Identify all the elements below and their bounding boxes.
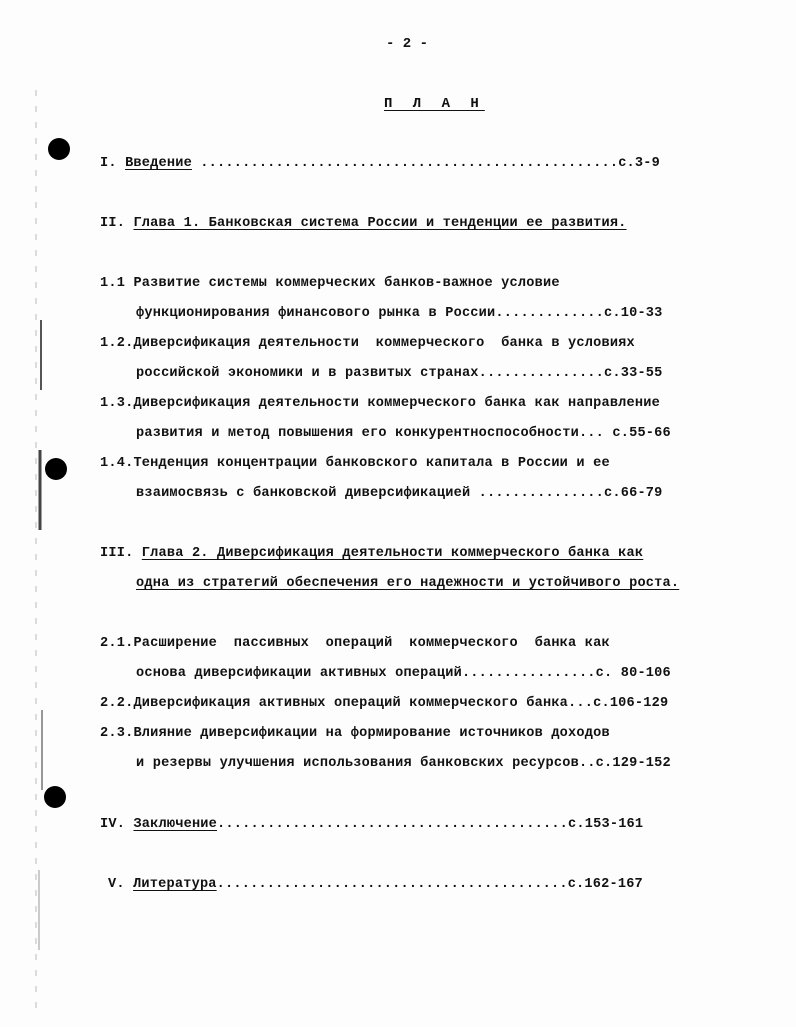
entry-number: 1.4. bbox=[100, 456, 134, 471]
toc-entry-intro bbox=[100, 156, 660, 172]
toc-entry-2-1-line1 bbox=[100, 636, 610, 652]
entry-number: 2.3. bbox=[100, 726, 134, 741]
entry-title: Литература bbox=[133, 877, 217, 892]
punch-hole-middle bbox=[45, 458, 67, 480]
entry-dots: .................................................. bbox=[191, 156, 619, 171]
toc-entry-1-2-line1 bbox=[100, 336, 635, 352]
punch-hole-bottom bbox=[44, 786, 66, 808]
entry-text: Диверсификация активных операций коммерческого банка...с.106-129 bbox=[133, 696, 669, 711]
toc-entry-2-1-line2: основа диверсификации активных операций................с. 80-106 bbox=[136, 666, 671, 681]
entry-text: Влияние диверсификации на формирование источников доходов bbox=[133, 726, 610, 741]
entry-text: Диверсификация деятельности коммерческого банка как направление bbox=[133, 396, 660, 411]
entry-number: 2.1. bbox=[100, 636, 134, 651]
punch-hole-top bbox=[48, 138, 70, 160]
entry-number: 1.1 bbox=[100, 276, 126, 291]
toc-entry-1-4-line1 bbox=[100, 456, 610, 472]
entry-text: Расширение пассивных операций коммерческого банка как bbox=[133, 636, 610, 651]
entry-text: Тенденция концентрации банковского капитала в России и ее bbox=[133, 456, 610, 471]
entry-dots: .......................................... bbox=[216, 877, 568, 892]
toc-entry-1-3-line2: развития и метод повышения его конкурентноспособности... с.55-66 bbox=[136, 426, 671, 441]
entry-title: Заключение bbox=[133, 817, 218, 832]
entry-title: Введение bbox=[125, 156, 192, 171]
entry-title: Глава 1. Банковская система России и тенденции ее развития. bbox=[133, 216, 627, 231]
entry-text: Диверсификация деятельности коммерческого банка в условиях bbox=[133, 336, 635, 351]
entry-dots: .......................................... bbox=[217, 817, 569, 832]
entry-number: 1.3. bbox=[100, 396, 134, 411]
toc-entry-chapter-2-line2: одна из стратегий обеспечения его надежности и устойчивого роста. bbox=[136, 576, 680, 591]
entry-pages: с.3-9 bbox=[618, 156, 660, 171]
toc-entry-1-1-line2: функционирования финансового рынка в России.............с.10-33 bbox=[136, 306, 663, 321]
toc-entry-1-1-line1 bbox=[100, 276, 560, 292]
page-number: - 2 - bbox=[386, 36, 429, 52]
entry-number: IV. bbox=[100, 817, 126, 832]
toc-entry-literature bbox=[108, 877, 643, 893]
entry-number: 1.2. bbox=[100, 336, 134, 351]
toc-entry-1-4-line2: взаимосвязь с банковской диверсификацией ...............с.66-79 bbox=[136, 486, 663, 501]
entry-pages: с.162-167 bbox=[567, 877, 643, 892]
toc-entry-chapter-1 bbox=[100, 216, 627, 232]
entry-pages: с.153-161 bbox=[568, 817, 644, 832]
entry-number: V. bbox=[108, 877, 125, 892]
plan-title: П Л А Н bbox=[384, 96, 485, 112]
toc-entry-1-3-line1 bbox=[100, 396, 660, 412]
entry-text: Развитие системы коммерческих банков-важное условие bbox=[133, 276, 560, 291]
entry-number: 2.2. bbox=[100, 696, 134, 711]
scan-edge-marks bbox=[34, 90, 48, 1010]
entry-number: III. bbox=[100, 546, 134, 561]
toc-entry-2-3-line1 bbox=[100, 726, 610, 742]
entry-number: I. bbox=[100, 156, 117, 171]
toc-entry-2-3-line2: и резервы улучшения использования банковских ресурсов..с.129-152 bbox=[136, 756, 671, 771]
toc-entry-1-2-line2: российской экономики и в развитых странах...............с.33-55 bbox=[136, 366, 663, 381]
toc-entry-chapter-2-line1 bbox=[100, 546, 643, 562]
entry-number: II. bbox=[100, 216, 126, 231]
toc-entry-conclusion bbox=[100, 817, 643, 833]
entry-title: Глава 2. Диверсификация деятельности коммерческого банка как bbox=[141, 546, 644, 561]
toc-entry-2-2 bbox=[100, 696, 668, 712]
